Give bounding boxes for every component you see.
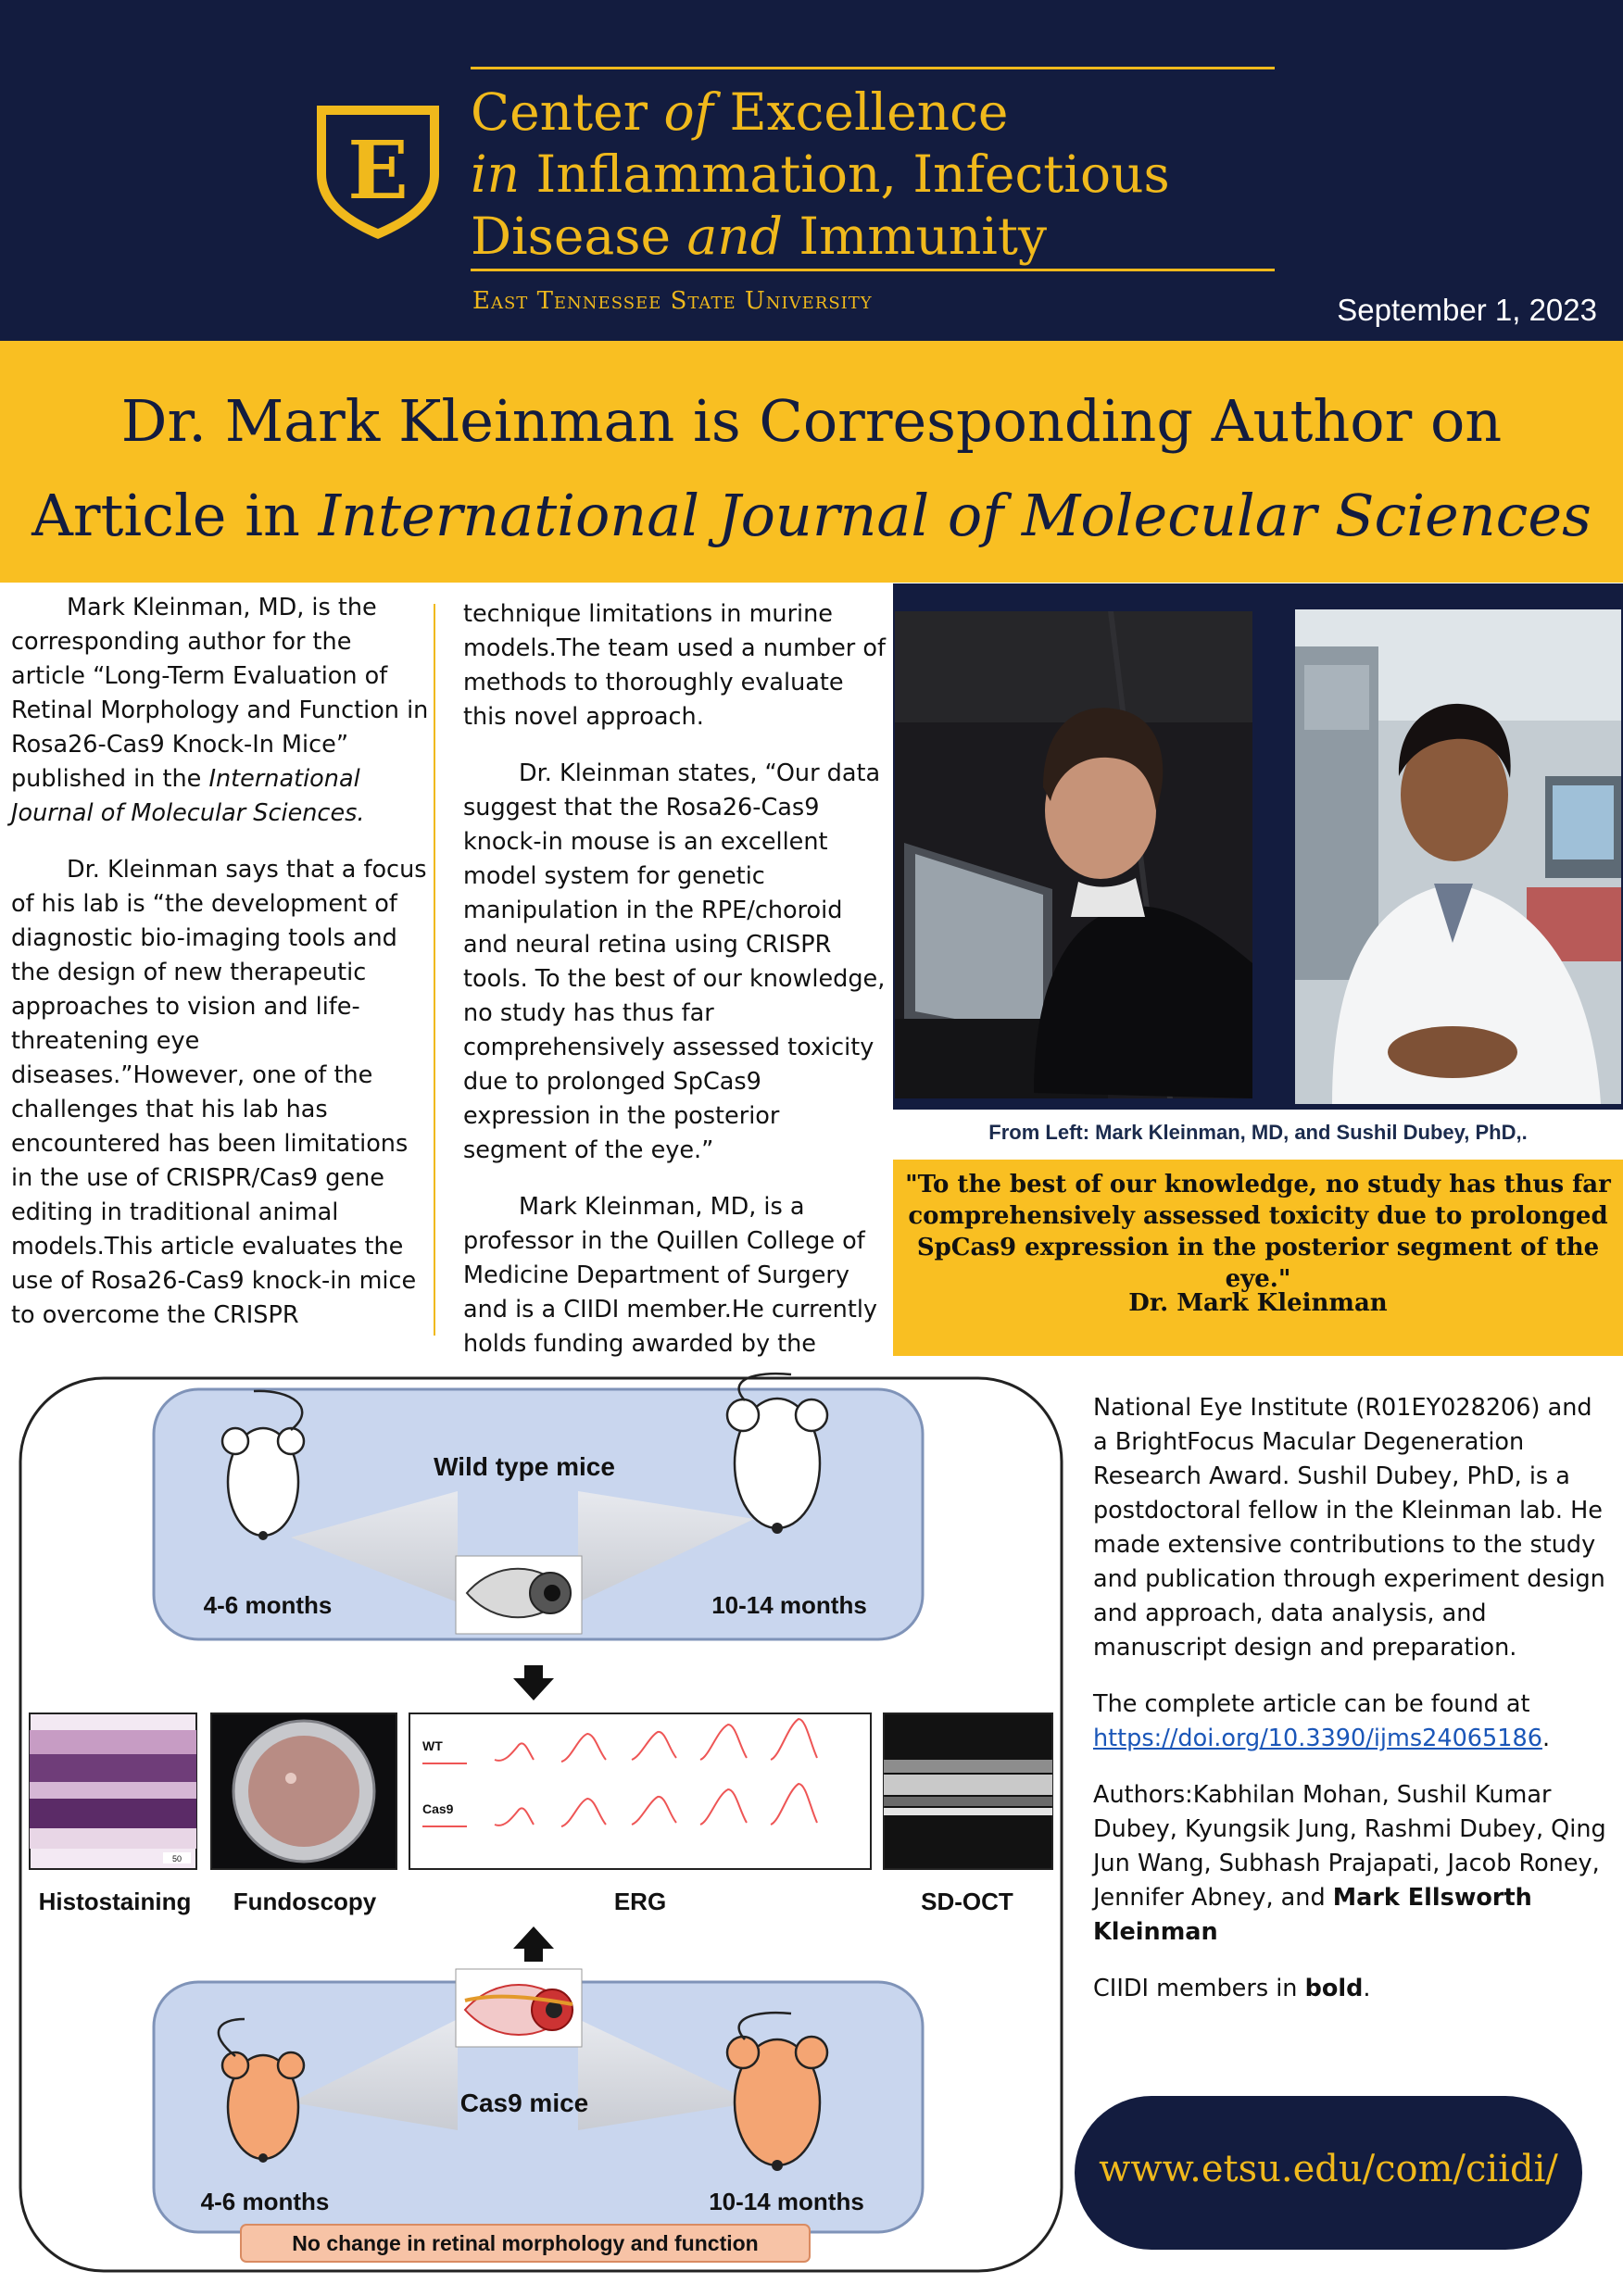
photo-caption: From Left: Mark Kleinman, MD, and Sushil Dubey, PhD,. (988, 1121, 1528, 1144)
erg-chart (409, 1713, 871, 1869)
label-erg: ERG (613, 1888, 667, 1915)
paragraph-intro: Mark Kleinman, MD, is the corresponding author for the article “Long-Term Evaluation of Retinal Morphology and Function in Rosa26-Cas9 Knock-In Mice” published in the International Journal of Molecular Sciences. (11, 594, 429, 827)
header-banner (0, 0, 1623, 341)
paragraph-authors: Authors:Kabhilan Mohan, Sushil Kumar Dubey, Kyungsik Jung, Rashmi Dubey, Qing Jun Wang, Subhash Prajapati, Jacob Roney, Jennifer Abney, and Mark Ellsworth Kleinman (1093, 1781, 1606, 1946)
wt-age-late: 10-14 months (711, 1591, 867, 1619)
photo-mark-kleinman (895, 611, 1252, 1098)
paragraph-lab-focus: Dr. Kleinman says that a focus of his lab is “the development of diagnostic bio-imaging tools and the design of new therapeutic approaches to vision and life-threatening eye diseases.”However, one of the challenges that his lab has encountered has been limitations in the use of CRISPR/Cas9 gene editing in traditional animal models.This article evaluates the use of Rosa26-Cas9 knock-in mice to overcome the CRISPR (11, 856, 427, 1329)
article-title-line1: Dr. Mark Kleinman is Corresponding Author on (120, 387, 1503, 455)
university-name: East Tennessee State University (472, 287, 873, 315)
center-name-line2: in Inflammation, Infectious (471, 144, 1170, 204)
cas9-age-late: 10-14 months (709, 2188, 864, 2215)
eye-diagram-icon (456, 1556, 582, 1634)
label-histostaining: Histostaining (38, 1888, 192, 1915)
etsu-shield-logo (313, 102, 443, 241)
center-name-line3: Disease and Immunity (471, 207, 1048, 266)
header-rule-top (471, 67, 1275, 69)
label-fundoscopy: Fundoscopy (233, 1888, 377, 1915)
graphical-abstract-figure (13, 1371, 1069, 2278)
paragraph-article-link: The complete article can be found at https://doi.org/10.3390/ijms24065186. (1093, 1690, 1551, 1752)
erg-cas9-label: Cas9 (422, 1801, 454, 1816)
paragraph-members-note: CIIDI members in bold. (1093, 1975, 1371, 2002)
histostaining-image (30, 1713, 196, 1869)
paragraph-quote: Dr. Kleinman states, “Our data suggest that the Rosa26-Cas9 knock-in mouse is an excellent model system for genetic manipulation in the RPE/choroid and neural retina using CRISPR tools. To the best of our knowledge, no study has thus far comprehensively assessed toxicity due to prolonged SpCas9 expression in the posterior segment of the eye.” (463, 759, 886, 1164)
article-column-3 (1093, 1391, 1612, 2028)
website-link-pill[interactable] (1075, 2096, 1582, 2250)
article-title-line2: Article in International Journal of Molecular Sciences (31, 482, 1592, 549)
paragraph-methods: technique limitations in murine models.The team used a number of methods to thoroughly evaluate this novel approach. (463, 600, 886, 731)
wt-age-early: 4-6 months (203, 1591, 333, 1619)
wild-type-title: Wild type mice (434, 1452, 615, 1481)
title-banner (0, 341, 1623, 583)
issue-date: September 1, 2023 (1337, 293, 1597, 327)
header-rule-bottom (471, 269, 1275, 271)
fundoscopy-image (211, 1713, 396, 1869)
doi-link[interactable]: https://doi.org/10.3390/ijms24065186 (1093, 1725, 1542, 1752)
label-sd-oct: SD-OCT (921, 1888, 1013, 1915)
article-column-2 (463, 597, 889, 1384)
histo-scale-bar-label: 50 (171, 1854, 182, 1863)
article-column-1 (11, 591, 430, 1355)
pull-quote-box (893, 1160, 1623, 1356)
paragraph-funding: National Eye Institute (R01EY028206) and a BrightFocus Macular Degeneration Research Award. Sushil Dubey, PhD, is a postdoctoral fellow in the Kleinman lab. He made extensive contributions to the study and publication through experiment design and approach, data analysis, and manuscript design and preparation. (1093, 1394, 1605, 1662)
logo-letter: E (347, 124, 409, 218)
sd-oct-image (884, 1713, 1052, 1869)
conclusion-text: No change in retinal morphology and function (292, 2231, 759, 2255)
pull-quote-text: "To the best of our knowledge, no study has thus far comprehensively assessed toxicity due to prolonged SpCas9 expression in the posterior segment of the eye." (905, 1171, 1611, 1293)
cas9-eye-diagram-icon (456, 1969, 582, 2047)
pull-quote-author: Dr. Mark Kleinman (1128, 1289, 1388, 1317)
erg-wt-label: WT (422, 1738, 443, 1753)
photo-sushil-dubey (1295, 609, 1621, 1104)
column-divider (434, 604, 435, 1336)
center-name-line1: Center of Excellence (471, 82, 1009, 142)
paragraph-bio: Mark Kleinman, MD, is a professor in the Quillen College of Medicine Department of Surgery and is a CIIDI member.He currently holds funding awarded by the (463, 1193, 878, 1358)
website-url[interactable]: www.etsu.edu/com/ciidi/ (1099, 2148, 1558, 2190)
cas9-age-early: 4-6 months (200, 2188, 330, 2215)
cas9-title: Cas9 mice (459, 2089, 589, 2117)
